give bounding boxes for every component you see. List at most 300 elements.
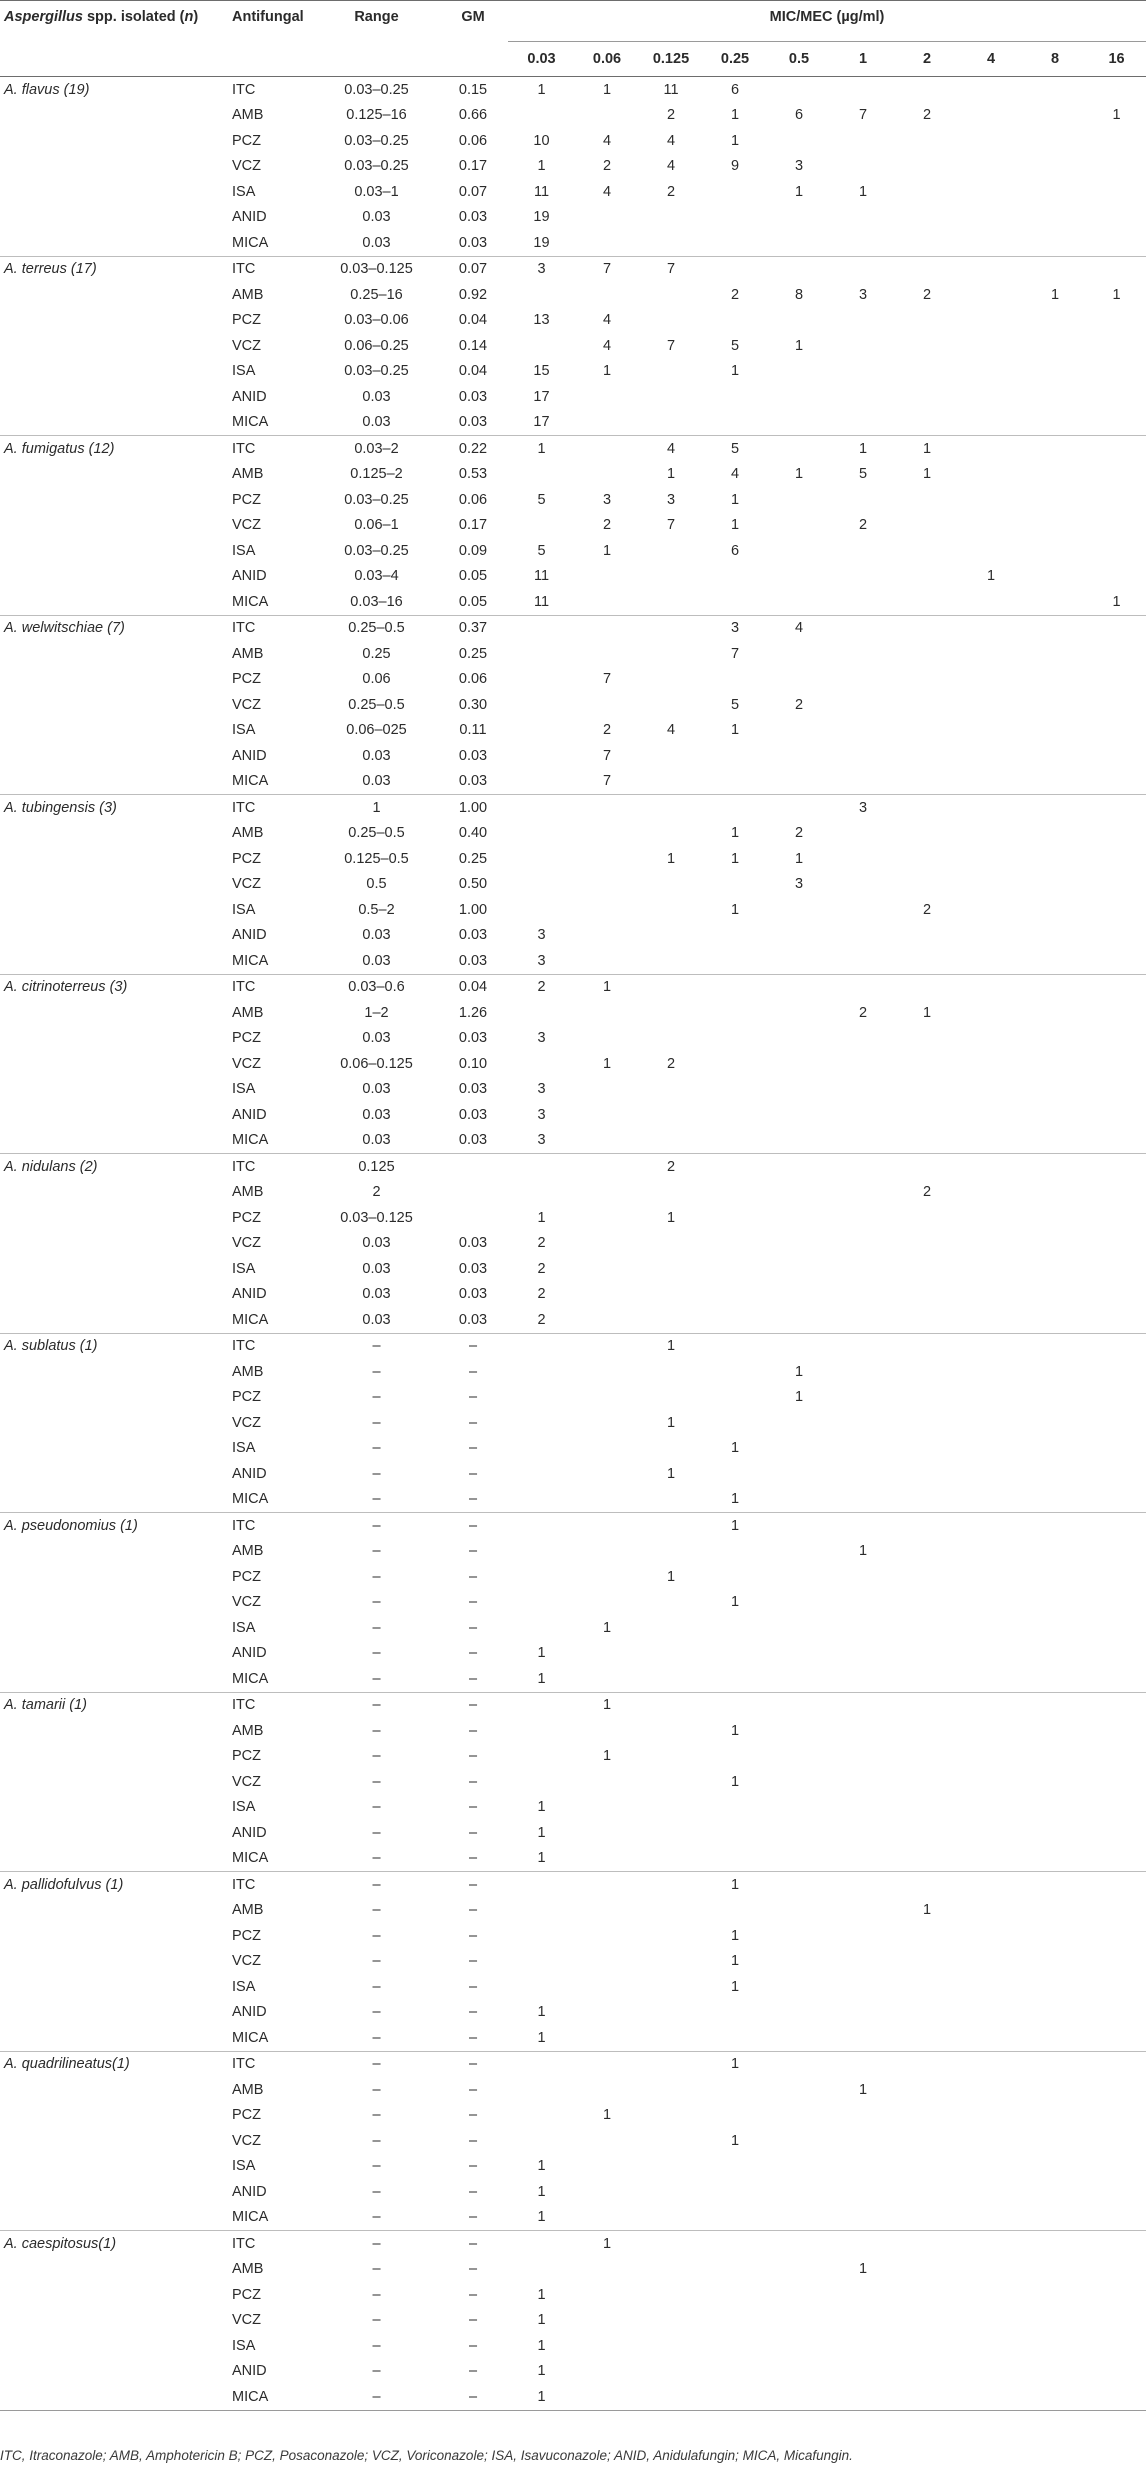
mic-header-0.5: 0.5: [767, 42, 831, 77]
mic-count-cell: 2: [730, 286, 740, 303]
range-cell: 0.06–0.25: [344, 337, 409, 354]
mic-count-cell: [639, 359, 703, 385]
antifungal-cell: AMB: [232, 1363, 264, 1380]
mic-count-cell: [767, 1539, 831, 1565]
mic-count-cell: [639, 2257, 703, 2283]
mic-count-cell: [703, 1282, 767, 1308]
mic-count-cell: [959, 718, 1023, 744]
mic-count-cell: [703, 205, 767, 231]
mic-count-cell: [959, 1436, 1023, 1462]
mic-count-cell: [575, 282, 639, 308]
table-row: [0, 2384, 1146, 2410]
mic-count-cell: 1: [508, 436, 575, 462]
mic-count-cell: [1023, 1333, 1087, 1359]
mic-count-cell: [767, 948, 831, 974]
antifungal-cell: ITC: [232, 81, 256, 98]
table-row: [0, 1513, 1146, 1539]
mic-count-cell: [1023, 1154, 1087, 1180]
mic-count-cell: [959, 1846, 1023, 1872]
range-cell: 0.03–0.25: [344, 81, 409, 98]
mic-count-cell: [959, 2051, 1023, 2077]
range-cell: –: [372, 1440, 381, 1457]
mic-count-cell: [575, 2077, 639, 2103]
mic-count-cell: 1: [537, 1824, 546, 1841]
mic-count-cell: [575, 1666, 639, 1692]
mic-count-cell: [1087, 1949, 1146, 1975]
table-row: [0, 1461, 1146, 1487]
header-spacer: [438, 42, 508, 77]
mic-count-cell: [1023, 256, 1087, 282]
table-row: [0, 128, 1146, 154]
gm-cell: 0.05: [458, 568, 488, 585]
mic-count-cell: 4: [666, 722, 676, 739]
mic-count-cell: [639, 795, 703, 821]
mic-count-cell: [959, 1487, 1023, 1513]
gm-column-header: GM: [438, 1, 508, 42]
range-cell: –: [372, 1543, 381, 1560]
mic-count-cell: [1023, 2051, 1087, 2077]
mic-count-cell: [1023, 2308, 1087, 2334]
mic-count-cell: 7: [730, 645, 740, 662]
mic-count-cell: 1: [537, 1799, 546, 1816]
mic-count-cell: [767, 2282, 831, 2308]
mic-count-cell: 2: [794, 825, 804, 842]
mic-count-cell: 4: [602, 183, 612, 200]
mic-count-cell: [767, 2103, 831, 2129]
mic-count-cell: [639, 1820, 703, 1846]
antifungal-cell: ANID: [232, 209, 267, 226]
range-cell: –: [372, 2132, 381, 2149]
mic-count-cell: 3: [831, 795, 895, 821]
mic-count-cell: [959, 872, 1023, 898]
mic-count-cell: [959, 2333, 1023, 2359]
antifungal-cell: ANID: [232, 568, 267, 585]
species-cell: [0, 2308, 228, 2334]
gm-cell: –: [468, 2286, 478, 2303]
species-cell: [0, 513, 228, 539]
antifungal-cell: ISA: [232, 722, 256, 739]
species-cell: [0, 641, 228, 667]
mic-count-cell: 3: [537, 927, 546, 944]
range-cell: 0.03–0.125: [340, 1209, 413, 1226]
table-row: [0, 1641, 1146, 1667]
mic-count-cell: 1: [730, 1440, 740, 1457]
mic-header-0.03: 0.03: [508, 42, 575, 77]
species-cell: A. tubingensis (3): [0, 795, 228, 821]
mic-count-cell: [831, 256, 895, 282]
mic-count-cell: [508, 1898, 575, 1924]
mic-count-cell: [703, 1795, 767, 1821]
mic-count-cell: [959, 795, 1023, 821]
mic-count-cell: [767, 769, 831, 795]
mic-count-cell: 19: [533, 209, 550, 226]
mic-count-cell: [1023, 718, 1087, 744]
mic-count-cell: [767, 1590, 831, 1616]
mic-count-cell: [508, 1564, 575, 1590]
mic-count-cell: [575, 821, 639, 847]
mic-count-cell: [575, 2128, 639, 2154]
table-row: [0, 513, 1146, 539]
mic-count-cell: 7: [858, 107, 868, 124]
mic-count-cell: 1: [730, 517, 740, 534]
mic-count-cell: 6: [794, 107, 804, 124]
mic-count-cell: [895, 1949, 959, 1975]
mic-count-cell: [575, 1923, 639, 1949]
mic-count-cell: [508, 2103, 575, 2129]
gm-cell: 0.92: [458, 286, 488, 303]
mic-count-cell: [831, 1795, 895, 1821]
mic-count-cell: [703, 230, 767, 256]
mic-count-cell: [959, 230, 1023, 256]
mic-count-cell: 7: [575, 256, 639, 282]
mic-count-cell: 2: [602, 158, 612, 175]
mic-count-cell: 1: [730, 722, 740, 739]
mic-count-cell: [703, 1128, 767, 1154]
mic-count-cell: 1: [666, 1414, 676, 1431]
mic-count-cell: 1: [537, 2337, 546, 2354]
mic-count-cell: 8: [794, 286, 804, 303]
mic-count-cell: [1023, 641, 1087, 667]
mic-count-cell: [508, 1436, 575, 1462]
mic-count-cell: [639, 1077, 703, 1103]
range-cell: 0.03–0.25: [344, 132, 409, 149]
mic-count-cell: [1023, 1102, 1087, 1128]
mic-count-cell: [508, 795, 575, 821]
mic-count-cell: [959, 179, 1023, 205]
mic-count-cell: [508, 821, 575, 847]
mic-count-cell: 11: [533, 183, 550, 200]
mic-count-cell: [639, 1872, 703, 1898]
mic-count-cell: [767, 2333, 831, 2359]
table-row: [0, 1026, 1146, 1052]
table-row: [0, 1077, 1146, 1103]
mic-count-cell: [703, 2282, 767, 2308]
antifungal-cell: ISA: [232, 1081, 256, 1098]
gm-cell: 0.03: [458, 388, 488, 405]
mic-count-cell: [1087, 2384, 1146, 2410]
table-footnote: ITC, Itraconazole; AMB, Amphotericin B; PCZ, Posaconazole; VCZ, Voriconazole; ISA, Isavuconazole; ANID, Anidulafungin; MICA, Micafungin.: [0, 2448, 853, 2463]
range-cell: –: [372, 1645, 381, 1662]
mic-count-cell: [1023, 2025, 1087, 2051]
mic-count-cell: [895, 1666, 959, 1692]
antifungal-cell: ANID: [232, 388, 267, 405]
table-row: [0, 2025, 1146, 2051]
mic-count-cell: [508, 2231, 575, 2257]
range-cell: 0.06–1: [354, 517, 399, 534]
table-row: [0, 1769, 1146, 1795]
table-row: [0, 282, 1146, 308]
mic-count-cell: [895, 1333, 959, 1359]
mic-count-cell: [767, 1513, 831, 1539]
mic-header-0.25: 0.25: [703, 42, 767, 77]
gm-cell: 0.25: [458, 645, 488, 662]
mic-count-cell: [959, 1820, 1023, 1846]
mic-count-cell: 2: [602, 722, 612, 739]
mic-group-header: MIC/MEC (µg/ml): [508, 1, 1146, 42]
table-row: [0, 77, 1146, 103]
mic-count-cell: [959, 1282, 1023, 1308]
mic-count-cell: [1023, 1615, 1087, 1641]
mic-count-cell: 1: [1112, 107, 1121, 124]
mic-count-cell: [831, 1051, 895, 1077]
antifungal-cell: PCZ: [232, 1927, 261, 1944]
mic-count-cell: [1023, 1077, 1087, 1103]
range-cell: –: [372, 2107, 381, 2124]
antifungal-cell: ANID: [232, 2004, 267, 2021]
gm-cell: –: [468, 2132, 478, 2149]
mic-count-cell: [767, 1026, 831, 1052]
mic-count-cell: [959, 462, 1023, 488]
gm-cell: –: [468, 2209, 478, 2226]
antifungal-cell: VCZ: [232, 1773, 261, 1790]
mic-count-cell: [959, 923, 1023, 949]
header-row-2: [0, 42, 1146, 77]
mic-count-cell: [1023, 2179, 1087, 2205]
mic-count-cell: [508, 1590, 575, 1616]
mic-count-cell: [959, 359, 1023, 385]
species-cell: [0, 462, 228, 488]
mic-count-cell: [959, 667, 1023, 693]
mic-count-cell: [959, 692, 1023, 718]
mic-count-cell: [1087, 1692, 1146, 1718]
table-row: [0, 1128, 1146, 1154]
mic-count-cell: 4: [730, 466, 740, 483]
table-row: [0, 718, 1146, 744]
gm-cell: 0.40: [458, 825, 488, 842]
antifungal-cell: MICA: [232, 1491, 269, 1508]
mic-count-cell: [767, 128, 831, 154]
mic-count-cell: 2: [537, 1311, 546, 1328]
mic-count-cell: 1: [537, 1670, 546, 1687]
gm-cell: 1.00: [458, 901, 488, 918]
table-row: [0, 1436, 1146, 1462]
range-cell: 0.03: [362, 209, 391, 226]
range-cell: –: [315, 2051, 438, 2077]
range-cell: 0.03–0.25: [344, 363, 409, 380]
range-cell: 1–2: [364, 1004, 389, 1021]
mic-count-cell: [508, 846, 575, 872]
mic-count-cell: [959, 1077, 1023, 1103]
antifungal-cell: VCZ: [232, 1235, 261, 1252]
antifungal-cell: AMB: [232, 2081, 264, 2098]
mic-count-cell: [959, 256, 1023, 282]
mic-count-cell: [639, 282, 703, 308]
mic-count-cell: [703, 1846, 767, 1872]
mic-count-cell: [1087, 1256, 1146, 1282]
mic-count-cell: 1: [794, 1363, 804, 1380]
mic-count-cell: [1087, 1436, 1146, 1462]
antifungal-cell: VCZ: [232, 1055, 261, 1072]
mic-count-cell: [1023, 1307, 1087, 1333]
mic-count-cell: [639, 1102, 703, 1128]
antifungal-cell: AMB: [232, 286, 264, 303]
mic-count-cell: [959, 128, 1023, 154]
range-cell: 0.03–1: [354, 183, 399, 200]
mic-count-cell: [1087, 2154, 1146, 2180]
mic-count-cell: [575, 1102, 639, 1128]
mic-count-cell: [895, 1692, 959, 1718]
mic-count-cell: 2: [922, 901, 932, 918]
antifungal-cell: ITC: [228, 2231, 315, 2257]
gm-cell: 0.07: [438, 256, 508, 282]
mic-count-cell: [575, 1436, 639, 1462]
range-cell: –: [372, 2158, 381, 2175]
mic-count-cell: 7: [666, 517, 676, 534]
antifungal-cell: MICA: [232, 1132, 269, 1149]
mic-count-cell: 1: [703, 1872, 767, 1898]
mic-count-cell: [508, 2128, 575, 2154]
mic-count-cell: [831, 1282, 895, 1308]
range-cell: –: [372, 1414, 381, 1431]
mic-count-cell: [959, 1641, 1023, 1667]
species-cell: [0, 821, 228, 847]
mic-count-cell: 3: [508, 256, 575, 282]
mic-count-cell: [1087, 2333, 1146, 2359]
mic-count-cell: 1: [1112, 593, 1121, 610]
mic-count-cell: [1023, 923, 1087, 949]
mic-count-cell: 1: [537, 2312, 546, 2329]
gm-cell: –: [438, 2384, 508, 2410]
mic-count-cell: [575, 462, 639, 488]
gm-cell: 0.03: [458, 1030, 488, 1047]
mic-count-cell: [767, 1333, 831, 1359]
mic-count-cell: [1087, 1102, 1146, 1128]
table-row: [0, 1692, 1146, 1718]
mic-count-cell: 1: [794, 466, 804, 483]
gm-cell: 1.00: [438, 795, 508, 821]
mic-count-cell: [1023, 2231, 1087, 2257]
species-cell: [0, 179, 228, 205]
range-cell: –: [372, 1722, 381, 1739]
table-row: [0, 2051, 1146, 2077]
table-row: [0, 1154, 1146, 1180]
mic-count-cell: [895, 1795, 959, 1821]
mic-count-cell: 1: [730, 132, 740, 149]
mic-count-cell: [1087, 1077, 1146, 1103]
mic-count-cell: [575, 436, 639, 462]
mic-count-cell: 1: [602, 363, 612, 380]
species-cell: [0, 923, 228, 949]
mic-count-cell: [703, 308, 767, 334]
mic-count-cell: 1: [537, 158, 546, 175]
table-row: [0, 154, 1146, 180]
mic-count-cell: [831, 1692, 895, 1718]
mic-count-cell: [508, 872, 575, 898]
mic-count-cell: [767, 538, 831, 564]
mic-count-cell: [831, 1436, 895, 1462]
mic-count-cell: 1: [666, 1209, 676, 1226]
antifungal-cell: VCZ: [232, 1414, 261, 1431]
mic-count-cell: [895, 2205, 959, 2231]
table-row: [0, 308, 1146, 334]
gm-cell: [438, 1154, 508, 1180]
mic-count-cell: 2: [537, 1235, 546, 1252]
mic-count-cell: [895, 2077, 959, 2103]
mic-count-cell: [575, 1231, 639, 1257]
mic-count-cell: [895, 2384, 959, 2410]
mic-count-cell: [959, 1974, 1023, 2000]
mic-count-cell: [575, 1564, 639, 1590]
mic-count-cell: [508, 667, 575, 693]
mic-header-0.06: 0.06: [575, 42, 639, 77]
mic-count-cell: [959, 2308, 1023, 2334]
range-cell: 0.03: [362, 1311, 391, 1328]
table-row: [0, 641, 1146, 667]
mic-count-cell: [959, 1949, 1023, 1975]
mic-count-cell: [895, 1820, 959, 1846]
mic-count-cell: [1087, 1487, 1146, 1513]
mic-count-cell: [639, 410, 703, 436]
mic-count-cell: [767, 1128, 831, 1154]
mic-count-cell: [575, 2179, 639, 2205]
species-cell: A. quadrilineatus(1): [0, 2051, 228, 2077]
mic-count-cell: [767, 641, 831, 667]
mic-count-cell: 1: [537, 2286, 546, 2303]
table-row: [0, 1666, 1146, 1692]
mic-count-cell: [1023, 538, 1087, 564]
gm-cell: –: [468, 2029, 478, 2046]
mic-count-cell: [1023, 2257, 1087, 2283]
mic-count-cell: [959, 513, 1023, 539]
mic-count-cell: [575, 1000, 639, 1026]
table-row: [0, 538, 1146, 564]
species-cell: [0, 1128, 228, 1154]
mic-count-cell: [895, 2282, 959, 2308]
mic-count-cell: [508, 769, 575, 795]
mic-count-cell: [959, 1872, 1023, 1898]
range-cell: –: [372, 1465, 381, 1482]
mic-count-cell: [575, 1026, 639, 1052]
species-cell: [0, 230, 228, 256]
mic-count-cell: [767, 897, 831, 923]
mic-count-cell: [767, 974, 831, 1000]
mic-count-cell: [1087, 462, 1146, 488]
mic-count-cell: [767, 1077, 831, 1103]
mic-count-cell: [767, 1769, 831, 1795]
antifungal-cell: ITC: [228, 615, 315, 641]
mic-count-cell: [1023, 846, 1087, 872]
mic-count-cell: [1087, 1461, 1146, 1487]
mic-count-cell: [895, 1564, 959, 1590]
mic-count-cell: [703, 2384, 767, 2410]
mic-count-cell: 1: [858, 2261, 868, 2278]
mic-count-cell: 5: [730, 337, 740, 354]
mic-count-cell: [831, 846, 895, 872]
mic-count-cell: 1: [831, 436, 895, 462]
mic-count-cell: [1023, 103, 1087, 129]
antifungal-cell: ITC: [228, 1513, 315, 1539]
mic-count-cell: [703, 410, 767, 436]
mic-count-cell: [767, 795, 831, 821]
mic-header-4: 4: [959, 42, 1023, 77]
mic-count-cell: [1023, 513, 1087, 539]
mic-count-cell: [831, 1769, 895, 1795]
mic-count-cell: 3: [537, 1030, 546, 1047]
mic-count-cell: [767, 513, 831, 539]
mic-count-cell: [1087, 1641, 1146, 1667]
mic-count-cell: [959, 2205, 1023, 2231]
mic-count-cell: [959, 2154, 1023, 2180]
mic-count-cell: [767, 667, 831, 693]
gm-cell: –: [468, 1722, 478, 1739]
mic-count-cell: [959, 1154, 1023, 1180]
mic-count-cell: [703, 1692, 767, 1718]
mic-count-cell: 6: [730, 81, 740, 98]
mic-count-cell: 1: [639, 1333, 703, 1359]
mic-count-cell: [508, 718, 575, 744]
gm-cell: –: [468, 1568, 478, 1585]
species-cell: [0, 2025, 228, 2051]
